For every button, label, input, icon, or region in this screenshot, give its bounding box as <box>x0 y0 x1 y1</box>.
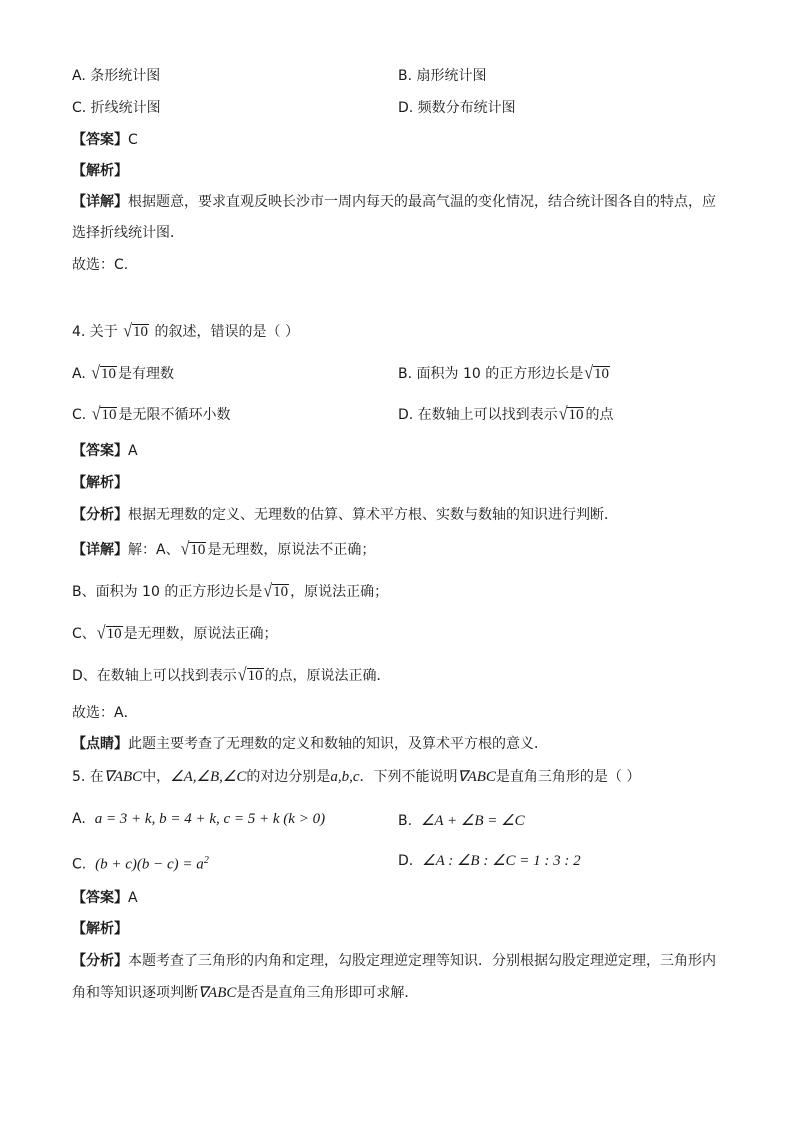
q5-fenxi-2: 角和等知识逐项判断∇ABC是否是直角三角形即可求解． <box>72 985 419 1001</box>
triangle-abc: ∇ABC <box>103 769 143 785</box>
q4-dianjing: 【点睛】此题主要考查了无理数的定义和数轴的知识，及算术平方根的意义． <box>72 736 548 752</box>
q5-option-a: A. a = 3 + k, b = 4 + k, c = 5 + k (k > 0) <box>72 811 326 827</box>
sqrt-10: √10 <box>123 321 149 342</box>
sqrt-10: √10 <box>91 404 117 425</box>
sqrt-10: √10 <box>91 363 117 384</box>
triangle-abc: ∇ABC <box>198 985 237 1001</box>
q4-option-d: D. 在数轴上可以找到表示√10 的点 <box>398 404 614 425</box>
q4-conclusion: 故选：A． <box>72 705 138 721</box>
option-b-formula: ∠A + ∠B = ∠C <box>420 813 525 829</box>
q4-option-b: B. 面积为 10 的正方形边长是√10 <box>398 363 610 384</box>
q5-stem: 5. 在∇ABC中，∠A,∠B,∠C的对边分别是a,b,c．下列不能说明∇ABC是直角三角形的是（ ） <box>72 769 641 785</box>
triangle-abc: ∇ABC <box>457 769 496 785</box>
q3-analysis-tag: 【解析】 <box>72 163 128 179</box>
q4-stem-pre: 4. 关于 <box>72 324 118 340</box>
q3-option-b: B. 扇形统计图 <box>398 68 487 84</box>
q4-option-a: A. √10 是有理数 <box>72 363 175 384</box>
sqrt-10: √10 <box>180 539 206 560</box>
q5-answer-line: 【答案】A <box>72 890 138 906</box>
answer-tag: 【答案】 <box>72 132 128 148</box>
q5-answer: A <box>128 890 138 906</box>
option-a-formula: a = 3 + k, b = 4 + k, c = 5 + k (k > 0) <box>94 811 326 827</box>
q4-analysis-tag: 【解析】 <box>72 475 128 491</box>
q3-detail-text-1: 根据题意，要求直观反映长沙市一周内每天的最高气温的变化情况，结合统计图各自的特点，应 <box>128 194 716 210</box>
q3-answer: C <box>128 132 138 148</box>
sqrt-10: √10 <box>584 363 610 384</box>
q3-detail-line-1 <box>72 193 716 211</box>
sqrt-10: √10 <box>237 665 263 686</box>
option-d-formula: ∠A : ∠B : ∠C = 1 : 3 : 2 <box>422 853 581 869</box>
angles: ∠A,∠B,∠C <box>170 769 247 785</box>
q3-option-a: A. 条形统计图 <box>72 68 161 84</box>
q5-option-b: B. ∠A + ∠B = ∠C <box>398 813 525 829</box>
q4-detail-a: 【详解】解：A、√10 是无理数，原说法不正确； <box>72 539 376 560</box>
sqrt-10: √10 <box>558 404 584 425</box>
q5-option-d: D. ∠A : ∠B : ∠C = 1 : 3 : 2 <box>398 853 581 869</box>
sqrt-10: √10 <box>96 623 122 644</box>
q5-option-c: C. $(b + c)(b - c) = a^2$ <box>72 855 209 873</box>
q4-detail-b: B、面积为 10 的正方形边长是√10 ，原说法正确； <box>72 581 389 602</box>
sqrt-10: √10 <box>263 581 289 602</box>
q5-analysis-tag: 【解析】 <box>72 921 128 937</box>
q3-answer-line <box>72 131 138 149</box>
q5-fenxi-1: 【分析】本题考查了三角形的内角和定理，勾股定理逆定理等知识．分别根据勾股定理逆定理，三角形内 <box>72 953 716 969</box>
detail-tag: 【详解】 <box>72 194 128 210</box>
q3-option-d: D. 频数分布统计图 <box>398 100 516 116</box>
q4-answer: A <box>128 443 138 459</box>
q3-conclusion: 故选：C. <box>72 257 129 273</box>
q3-detail-line-2: 选择折线统计图． <box>72 225 184 241</box>
q4-option-c: C. √10 是无限不循环小数 <box>72 404 231 425</box>
q4-stem-post: 的叙述，错误的是（ ） <box>154 324 299 340</box>
q3-option-c: C. 折线统计图 <box>72 100 161 116</box>
sides: a,b,c <box>330 769 360 785</box>
q4-detail-c: C、√10 是无理数，原说法正确； <box>72 623 278 644</box>
q4-stem <box>72 323 299 341</box>
option-c-formula: (b + c)(b − c) = a <box>95 856 204 873</box>
q4-fenxi: 【分析】根据无理数的定义、无理数的估算、算术平方根、实数与数轴的知识进行判断． <box>72 507 618 523</box>
q4-detail-d: D、在数轴上可以找到表示√10 的点，原说法正确． <box>72 665 391 686</box>
q4-answer-line: 【答案】A <box>72 443 138 459</box>
